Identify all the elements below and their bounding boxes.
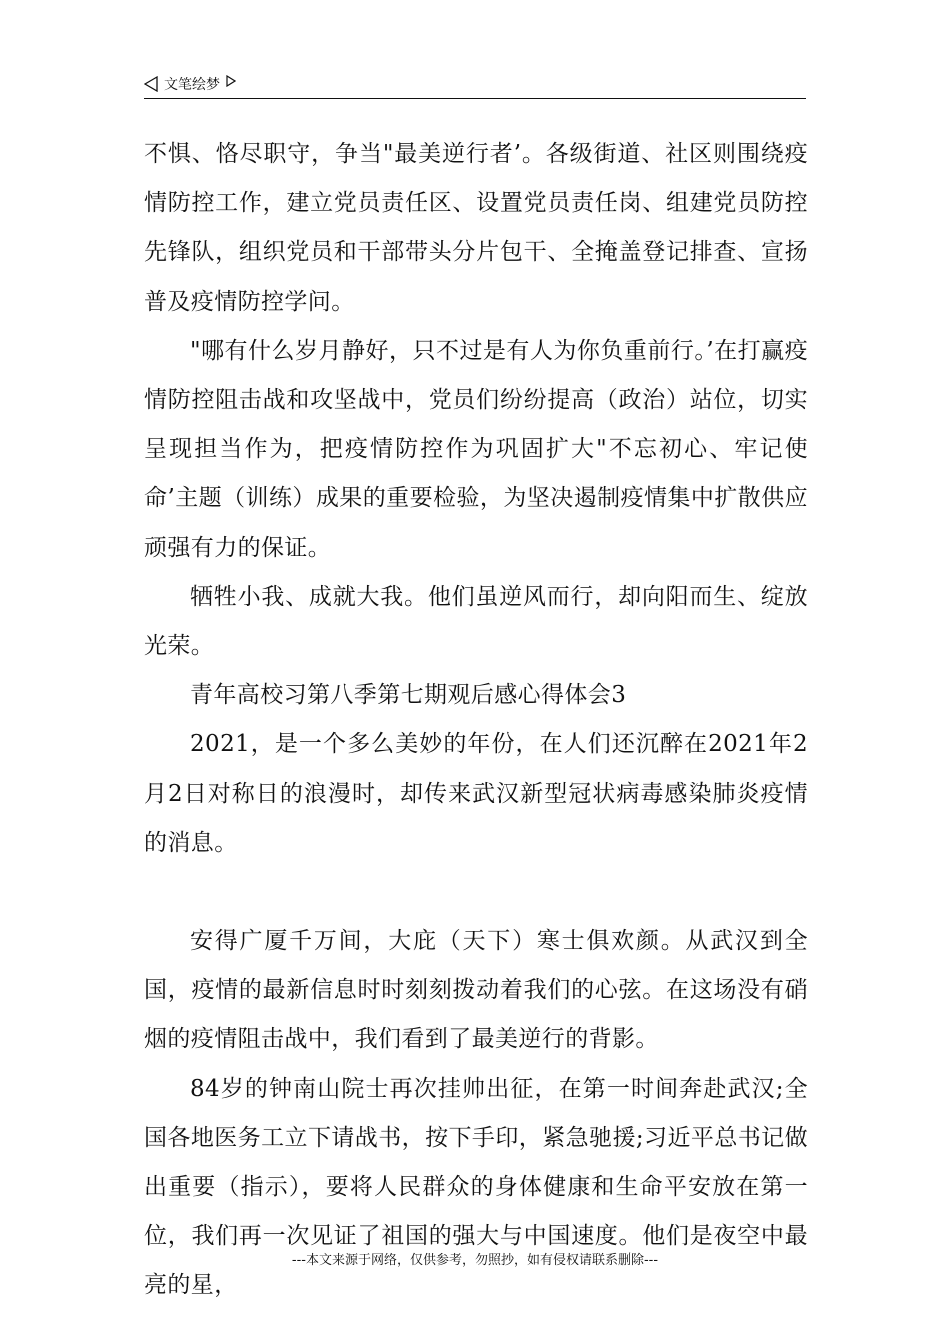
document-body	[144, 130, 808, 1311]
paragraph-6: 84岁的钟南山院士再次挂帅出征，在第一时间奔赴武汉;全国各地医务工立下请战书，按下手印，紧急驰援;习近平总书记做出重要（指示），要将人民群众的身体健康和生命平安放在第一位，我们再一次见证了祖国的强大与中国速度。他们是夜空中最亮的星，	[144, 1075, 808, 1299]
triangle-left-icon	[144, 76, 158, 92]
footer-notice: ---本文来源于网络，仅供参考，勿照抄，如有侵权请联系删除---	[291, 1253, 659, 1268]
paragraph-2: "哪有什么岁月静好，只不过是有人为你负重前行。’在打赢疫情防控阻击战和攻坚战中，党员们纷纷提高（政治）站位，切实呈现担当作为，把疫情防控作为巩固扩大"不忘初心、牢记使命’主题（训练）成果的重要检验，为坚决遏制疫情集中扩散供应顽强有力的保证。	[144, 337, 808, 561]
page-header	[144, 72, 806, 99]
brand	[144, 74, 236, 94]
triangle-right-icon	[226, 75, 236, 87]
section-heading: 青年高校习第八季第七期观后感心得体会3	[190, 682, 627, 709]
brand-name: 文笔绘梦	[164, 77, 220, 93]
paragraph-5: 安得广厦千万间，大庇（天下）寒士俱欢颜。从武汉到全国，疫情的最新信息时时刻刻拨动着我们的心弦。在这场没有硝烟的疫情阻击战中，我们看到了最美逆行的背影。	[144, 928, 808, 1053]
paragraph-3: 牺牲小我、成就大我。他们虽逆风而行，却向阳而生、绽放光荣。	[144, 583, 808, 660]
paragraph-1: 不惧、恪尽职守，争当"最美逆行者’。各级街道、社区则围绕疫情防控工作，建立党员责任区、设置党员责任岗、组建党员防控先锋队，组织党员和干部带头分片包干、全掩盖登记排查、宣扬普及疫情防控学问。	[144, 141, 808, 315]
paragraph-4: 2021，是一个多么美妙的年份，在人们还沉醉在2021年2月2日对称日的浪漫时，却传来武汉新型冠状病毒感染肺炎疫情的消息。	[144, 731, 808, 856]
